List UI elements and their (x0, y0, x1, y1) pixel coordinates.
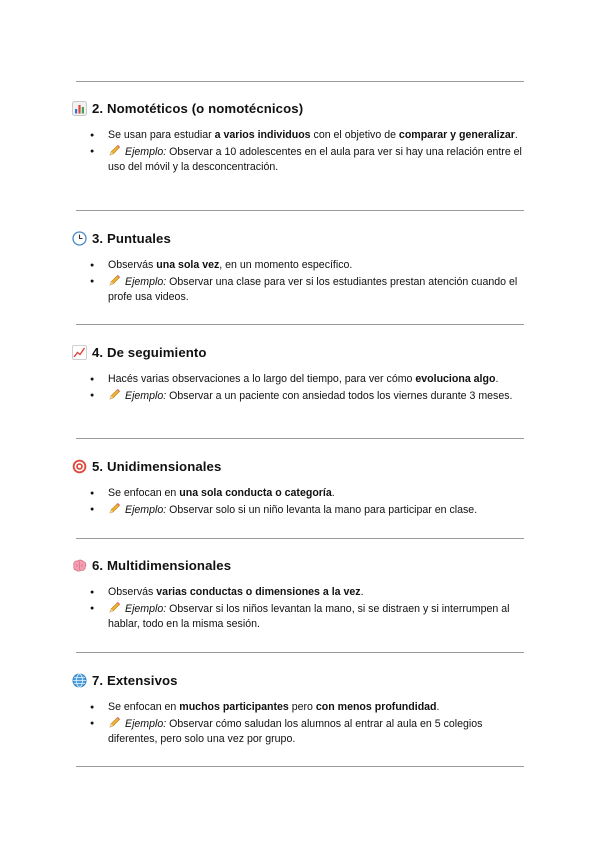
section-unidimensionales (72, 457, 532, 516)
trend-chart-icon (72, 345, 87, 360)
section-multidimensionales (72, 556, 532, 630)
divider (76, 538, 524, 539)
bullet-list (88, 585, 528, 633)
list-item: ● Ejemplo: Observar cómo saludan los alumnos al entrar al aula en 5 colegios diferentes, pero solo una vez por grupo. (88, 716, 528, 748)
section-heading (72, 671, 532, 689)
divider (76, 210, 524, 211)
section-heading (72, 556, 532, 574)
section-heading (72, 229, 532, 247)
list-item: ● Se usan para estudiar a varios individuos con el objetivo de comparar y generalizar. (88, 128, 528, 144)
section-heading (72, 99, 532, 117)
clock-icon (72, 231, 87, 246)
list-item: ● Observás una sola vez, en un momento específico. (88, 258, 528, 274)
globe-icon (72, 673, 87, 688)
list-item: ● Ejemplo: Observar una clase para ver si los estudiantes prestan atención cuando el profe usa videos. (88, 274, 528, 306)
pencil-icon (108, 144, 121, 156)
divider (76, 438, 524, 439)
pencil-icon (108, 601, 121, 613)
section-title: 3. Puntuales (92, 230, 171, 246)
bullet-list (88, 372, 528, 404)
list-item: ● Se enfocan en muchos participantes pero con menos profundidad. (88, 700, 528, 716)
bullet-list (88, 486, 528, 518)
section-title: 5. Unidimensionales (92, 458, 222, 474)
section-nomoteticos (72, 99, 532, 173)
section-heading (72, 457, 532, 475)
brain-icon (72, 558, 87, 573)
list-item: ● Ejemplo: Observar a 10 adolescentes en el aula para ver si hay una relación entre el uso del móvil y la desconcentración. (88, 144, 528, 176)
divider (76, 766, 524, 767)
list-item: ● Ejemplo: Observar a un paciente con ansiedad todos los viernes durante 3 meses. (88, 388, 528, 405)
target-icon (72, 459, 87, 474)
bar-chart-icon (72, 101, 87, 116)
pencil-icon (108, 502, 121, 514)
section-title: 6. Multidimensionales (92, 557, 232, 573)
section-heading (72, 343, 532, 361)
section-title: 2. Nomotéticos (o nomotécnicos) (92, 100, 304, 116)
section-title: 7. Extensivos (92, 672, 178, 688)
section-title: 4. De seguimiento (92, 344, 207, 360)
section-seguimiento (72, 343, 532, 402)
pencil-icon (108, 274, 121, 286)
section-puntuales (72, 229, 532, 303)
divider (76, 324, 524, 325)
list-item: ● Observás varias conductas o dimensiones a la vez. (88, 585, 528, 601)
bullet-list (88, 128, 528, 176)
list-item: ● Ejemplo: Observar solo si un niño levanta la mano para participar en clase. (88, 502, 528, 519)
bullet-list (88, 700, 528, 748)
section-extensivos (72, 671, 532, 745)
list-item: ● Se enfocan en una sola conducta o categoría. (88, 486, 528, 502)
divider (76, 652, 524, 653)
list-item: ● Ejemplo: Observar si los niños levantan la mano, si se distraen y si interrumpen al hablar, todo en la misma sesión. (88, 601, 528, 633)
pencil-icon (108, 388, 121, 400)
bullet-list (88, 258, 528, 306)
pencil-icon (108, 716, 121, 728)
list-item: ● Hacés varias observaciones a lo largo del tiempo, para ver cómo evoluciona algo. (88, 372, 528, 388)
divider (76, 81, 524, 82)
